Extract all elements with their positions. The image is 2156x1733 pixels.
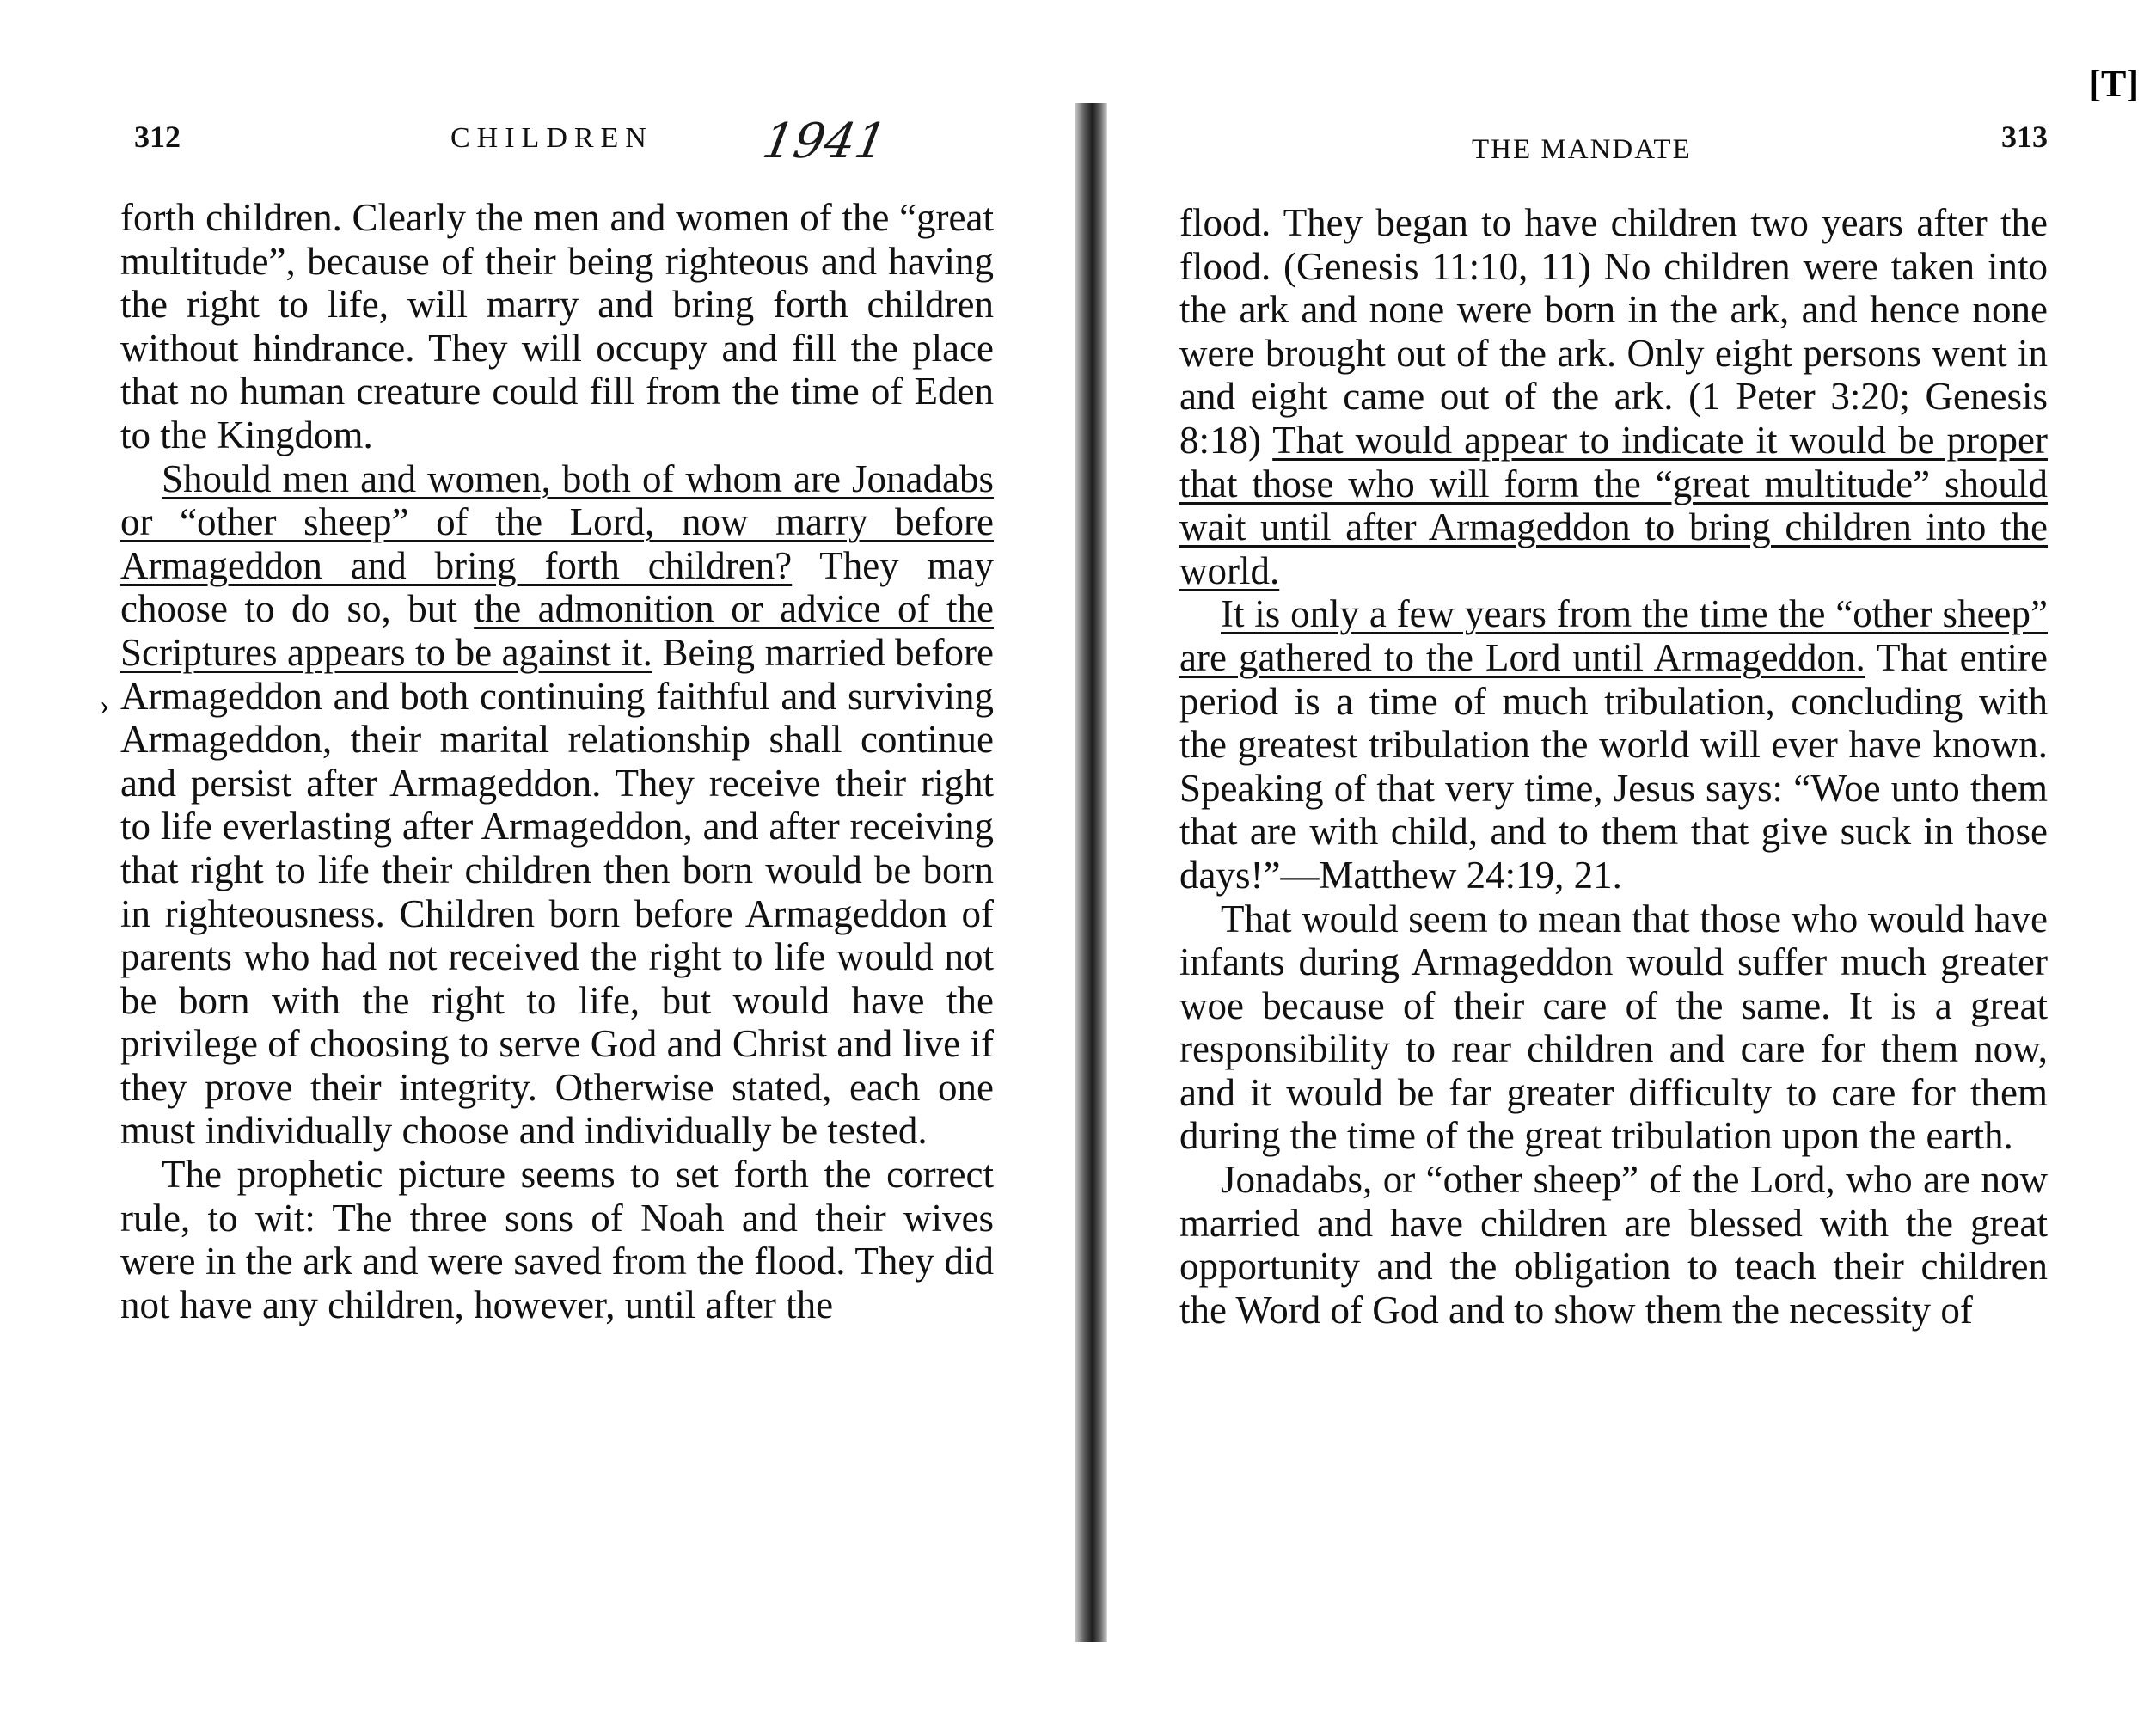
underlined-text: That would appear to indicate it would be proper that those who will form the “great multitude” should wait until after Armageddon to bring children into the world. — [1179, 418, 2048, 592]
paragraph-text: Being married before Armageddon and both continuing faithful and surviving Armageddon, their marital relationship shall continue and persist after Armageddon. They receive their right to life everlasting after Armageddon, and after receiving that right to life their children then born would be born in righteousness. Children born before Armageddon of parents who had not received the right to life would not be born with the right to life, but would have the privilege of choosing to serve God and Christ and live if they prove their integrity. Otherwise stated, each one must individually choose and individually be tested. — [120, 630, 994, 1153]
paragraph — [120, 1153, 994, 1326]
paragraph-text: They may choose to do so, but — [120, 543, 994, 631]
underlined-text: Should men and women, both of whom are Jonadabs or “other sheep” of the Lord, now marry before Armageddon and bring forth children? — [120, 456, 994, 587]
paragraph-text: That entire period is a time of much tribulation, concluding with the greatest tribulation the world will ever have known. Speaking of that very time, Jesus says: “Woe unto them that are with child, and to them that give suck in those days!”—Matthew 24:19, 21. — [1179, 635, 2049, 897]
running-title: THE MANDATE — [1472, 134, 1692, 165]
paragraph — [120, 457, 994, 1154]
underlined-text: the admonition or advice of the Scriptures appears to be against it. — [120, 587, 994, 674]
left-page — [120, 0, 994, 1733]
running-title: CHILDREN — [450, 122, 653, 154]
paragraph-text: The prophetic picture seems to set forth the correct rule, to wit: The three sons of Noah and their wives were in the ark and were saved from the flood. They did not have any children, however, until after the — [120, 1153, 994, 1326]
page-number: 312 — [134, 119, 181, 154]
paragraph-text: forth children. Clearly the men and women of the “great multitude”, because of their being righteous and having the right to life, will marry and bring forth children without hindrance. They will occupy and fill the place that no human creature could fill from the time of Eden to the Kingdom. — [120, 196, 994, 456]
paragraph — [120, 196, 994, 457]
paragraph — [1179, 592, 2048, 897]
paragraph — [1179, 1158, 2048, 1332]
right-body-text — [1179, 201, 2048, 1332]
left-body-text — [120, 196, 994, 1326]
margin-mark-icon: › — [100, 689, 110, 721]
handwritten-note: 1941 — [758, 113, 891, 169]
paragraph — [1179, 897, 2048, 1159]
paragraph-text: flood. They began to have children two years after the flood. (Genesis 11:10, 11) No children were taken into the ark and none were born in the ark, and hence none were brought out of the ark. Only eight persons went in and eight came out of the ark. (1 Peter 3:20; Genesis 8:18) — [1179, 201, 2048, 462]
paragraph-text: That would seem to mean that those who would have infants during Armageddon would suffer much greater woe because of their care of the same. It is a great responsibility to rear children and care for them now, and it would be far greater difficulty to care for them during the time of the great tribulation upon the earth. — [1179, 897, 2048, 1158]
corner-tag: [T] — [2088, 63, 2139, 105]
paragraph — [1179, 201, 2048, 592]
book-gutter — [1075, 103, 1107, 1642]
right-page — [1179, 0, 2048, 1733]
page-number: 313 — [2001, 119, 2048, 154]
underlined-text: It is only a few years from the time the “other sheep” are gathered to the Lord until Armageddon. — [1179, 592, 2048, 679]
right-running-head — [1179, 119, 2048, 170]
paragraph-text: Jonadabs, or “other sheep” of the Lord, who are now married and have children are blessed with the great opportunity and the obligation to teach their children the Word of God and to show them the necessity of — [1179, 1158, 2048, 1332]
left-running-head — [120, 113, 994, 170]
